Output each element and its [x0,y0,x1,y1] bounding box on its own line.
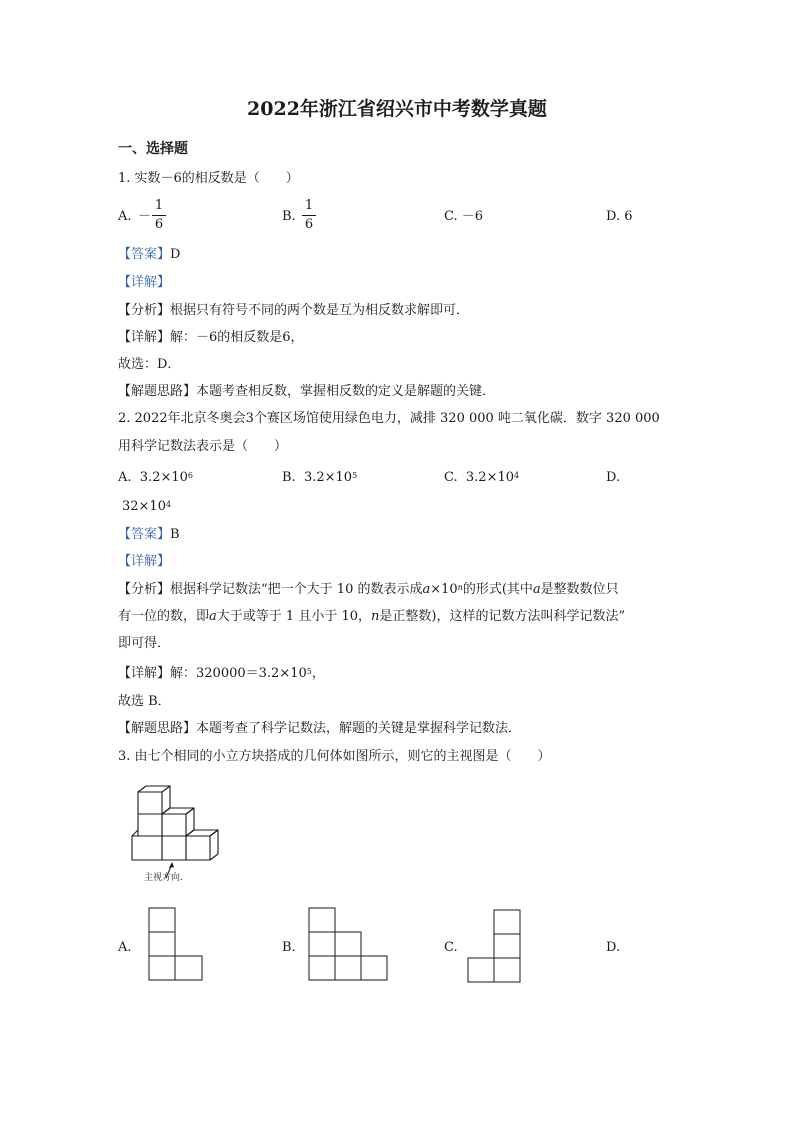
math-var-a: a [422,582,431,597]
q1-answer [118,246,180,264]
q2-detail-heading: 【详解】 [118,554,171,569]
fraction-denominator: 6 [154,217,164,232]
q2-analysis-line2 [118,608,625,626]
answer-tag: 【答案】 [118,527,171,542]
q2-idea [118,720,521,738]
math-var-a: a [209,609,217,624]
q1-option-a-label: A. [118,209,132,224]
page-title: 2022年浙江省绍兴市中考数学真题 [247,98,547,120]
math-var-a: a [532,582,541,597]
q2-choose: 故选 B． [118,694,171,709]
fraction-numerator: 1 [304,198,314,213]
q3-option-b-label: B. [282,940,296,955]
answer-tag: 【答案】 [118,247,171,262]
fraction-numerator: 1 [154,198,164,213]
q2-option-c [444,469,519,487]
analysis-text: 根据科学记数法“把一个大于 10 的数表示成 [170,582,423,597]
q1-stem: 1. 实数－6的相反数是（ ） [118,171,299,186]
idea-text: 本题考查了科学记数法，解题的关键是掌握科学记数法． [196,721,522,736]
analysis-text: 是整数数位只 [540,582,619,597]
analysis-text: 的形式(其中 [462,582,533,597]
idea-text: 本题考查相反数，掌握相反数的定义是解题的关键． [196,384,496,399]
idea-tag: 【解题思路】 [118,721,197,736]
solution-tail: ， [311,666,325,681]
answer-value: B [170,527,180,542]
solution-tag: 【详解】 [118,330,171,345]
q1-option-d: D. 6 [606,209,633,224]
q2-analysis-line1 [118,581,619,599]
math-var-n: n [371,609,380,624]
idea-tag: 【解题思路】 [118,384,197,399]
q3-stem: 3. 由七个相同的小立方块搭成的几何体如图所示，则它的主视图是（ ） [118,749,551,764]
analysis-tag: 【分析】 [118,582,171,597]
q2-stem-line2: 用科学记数法表示是（ ） [118,439,288,454]
fraction-bar [302,215,316,216]
option-label: C. [444,470,458,485]
q2-option-b [282,469,357,487]
option-base: 3.2×10 [139,470,188,485]
q3-option-c-view [467,909,523,985]
option-base: 3.2×10 [465,470,514,485]
q3-option-b-view [308,907,390,981]
q1-idea [118,383,495,401]
q1-option-c: C. －6 [444,209,484,224]
solution-base: 解：320000＝3.2×10 [170,666,307,681]
option-exponent: 4 [165,500,172,509]
option-label: B. [282,470,296,485]
q1-analysis [118,302,469,320]
q1-option-a-fraction [152,198,166,233]
q3-option-d-label: D. [606,940,621,955]
q1-option-b-label: B. [282,209,296,224]
arrow-head [169,862,174,868]
q1-option-a-sign: － [138,209,152,224]
analysis-text: 大于或等于 1 且小于 10， [216,609,371,624]
q2-stem-line1: 2. 2022年北京冬奥会3个赛区场馆使用绿色电力，减排 320 000 吨二氧化碳．数字 320 000 [118,411,660,426]
cube-solid-figure [128,784,228,864]
option-base: 32×10 [122,499,166,514]
option-base: 3.2×10 [303,470,353,485]
q3-option-a-view [148,907,204,981]
q1-detail-heading: 【详解】 [118,275,171,290]
option-exponent: 4 [514,471,520,480]
q2-analysis-line3: 即可得． [118,636,171,651]
analysis-tag: 【分析】 [118,303,171,318]
figure-caption: 主视方向. [144,873,183,883]
solution-text: 解：－6的相反数是6， [170,330,304,345]
q1-choose: 故选：D． [118,357,181,372]
option-exponent: 6 [187,471,193,480]
q2-option-d [122,498,171,516]
q1-option-b-fraction [302,198,316,233]
q3-option-a-label: A. [118,940,132,955]
section-heading: 一、选择题 [118,141,188,157]
analysis-text: 是正整数)，这样的记数方法叫科学记数法” [379,609,626,624]
analysis-text: 有一位的数，即 [118,609,210,624]
q3-option-c-label: C. [444,940,458,955]
q2-answer [118,526,180,544]
fraction-bar [152,215,166,216]
math-exp-n: n [457,583,463,592]
q2-option-d-label: D. [606,470,621,485]
analysis-text: 根据只有符号不同的两个数是互为相反数求解即可． [170,303,470,318]
option-label: A. [118,470,132,485]
math-times-ten: ×10 [430,582,458,597]
q2-solution [118,665,325,683]
solution-tag: 【详解】 [118,666,171,681]
fraction-denominator: 6 [304,217,314,232]
q2-option-a [118,469,193,487]
solution-exponent: 5 [306,667,312,676]
option-exponent: 5 [352,471,358,480]
answer-value: D [170,247,181,262]
q1-solution [118,329,304,347]
